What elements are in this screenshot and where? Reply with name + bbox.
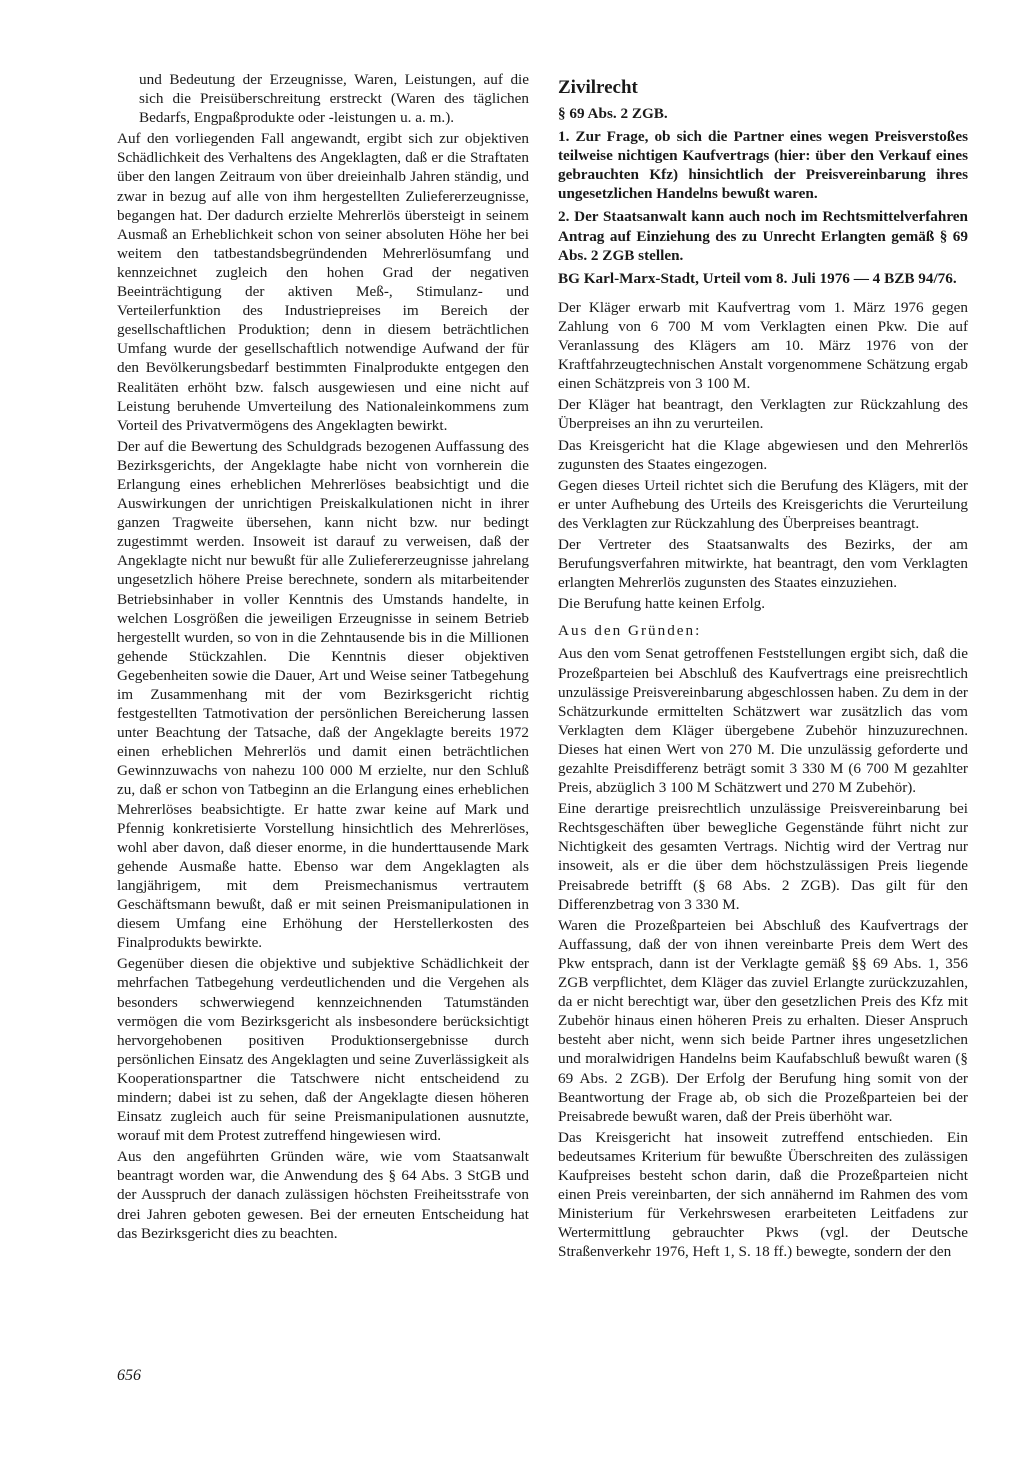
facts-paragraph-4: Gegen dieses Urteil richtet sich die Berufung des Klägers, mit der er unter Aufhebung des Urteils des Kreisgerichts die Verurteilung des Verklagten zur Rückzahlung des Überpreises beantragt. [558,476,968,532]
facts-paragraph-3: Das Kreisgericht hat die Klage abgewiesen und den Mehrerlös zugunsten des Staates eingezogen. [558,436,968,473]
facts-paragraph-5: Der Vertreter des Staatsanwalts des Bezirks, der am Berufungsverfahren mitwirkte, hat beantragt, den vom Verklagten erlangten Mehrerlös zugunsten des Staates einzuziehen. [558,535,968,592]
legal-norm: § 69 Abs. 2 ZGB. [558,105,668,122]
right-column [558,70,968,1263]
page-number: 656 [117,1367,141,1384]
headnote-1: 1. Zur Frage, ob sich die Partner eines wegen Preisverstoßes teilweise nichtigen Kaufvertrags (hier: über den Verkauf eines gebrauchten Kfz) hinsichtlich der Preisvereinbarung ihres ungesetzlichen Handelns bewußt waren. [558,128,968,203]
reasons-heading: Aus den Gründen: [558,622,702,640]
headnote-2: 2. Der Staatsanwalt kann auch noch im Rechtsmittelverfahren Antrag auf Einziehung des zu Unrecht Erlangten gemäß § 69 Abs. 2 ZGB stellen. [558,208,968,264]
section-heading: Zivilrecht [558,77,638,98]
facts-paragraph-1: Der Kläger erwarb mit Kaufvertrag vom 1. März 1976 gegen Zahlung von 6 700 M vom Verklagten einen Pkw. Die auf Veranlassung des Klägers am 10. März 1976 von der Kraftfahrzeugtechnischen Anstalt vorgenommene Schätzung ergab einen Schätzpreis von 3 100 M. [558,298,968,393]
left-paragraph-3: Der auf die Bewertung des Schuldgrads bezogenen Auffassung des Bezirksgerichts, der Angeklagte habe nicht von vornherein die Erlangung eines erheblichen Mehrerlöses beabsichtigt und die Auswirkungen der unrichtigen Preiskalkulationen nicht in ihrer ganzen Tragweite übersehen, kann nicht bzw. nur bedingt zugestimmt werden. Insoweit ist darauf zu verweisen, daß der Angeklagte nicht nur bewußt für alle Zuliefererzeugnisse jahrelang ungesetzlich höhere Preise berechnete, sondern als mitarbeitender Betriebsinhaber in voller Kenntnis des Umstands handelte, in welchen Losgrößen die jeweiligen Erzeugnisse in seinem Betrieb hergestellt wurden, so von in die Zehntausende bis in die Millionen gehende Stückzahlen. Die Kenntnis dieser objektiven Gegebenheiten sowie die Dauer, Art und Weise seiner Tatbegehung im Zusammenhang mit der vom Bezirksgericht richtig festgestellten Tatmotivation der persönlichen Bereicherung lassen unter Beachtung der Tatsache, daß der Angeklagte bereits 1972 einen erheblichen Mehrerlös und damit einen beträchtlichen Gewinnzuwachs von nahezu 100 000 M erzielte, nur den Schluß zu, daß er schon von Tatbeginn an die Erlangung eines erheblichen Mehrerlöses beabsichtigte. Er hatte zwar keine auf Mark und Pfennig konkretisierte Vorstellung hinsichtlich des Mehrerlöses, wohl aber davon, daß dieser enorme, in die hunderttausende Mark gehende Ausmaße hatte. Ebenso war dem Angeklagten als langjährigem, mit dem Preismechanismus vertrautem Geschäftsmann bewußt, daß er mit seinen Preismanipulationen in diesem Umfang eine Erhöhung der Herstellerkosten des Finalprodukts bewirkte. [117,437,529,952]
left-column [117,70,529,1245]
facts-paragraph-6: Die Berufung hatte keinen Erfolg. [558,595,766,613]
left-paragraph-1: und Bedeutung der Erzeugnisse, Waren, Leistungen, auf die sich die Preisüberschreitung erstreckt (Waren des täglichen Bedarfs, Engpaßprodukte oder -leistungen u. a. m.). [139,71,529,127]
left-paragraph-4: Gegenüber diesen die objektive und subjektive Schädlichkeit der mehrfachen Tatbegehung verdeutlichenden und die Vergehen als besonders schwerwiegend kennzeichnenden Tatumständen vermögen die vom Bezirksgericht als insbesondere berücksichtigt hervorgehobenen positiven Produktionsergebnisse durch persönlichen Einsatz des Angeklagten und seine Zuverlässigkeit als Kooperationspartner die Tatschwere nicht entscheidend zu mindern; dabei ist zu sehen, daß der Angeklagte diesen höheren Einsatz zugleich auch für seine Preismanipulationen ausnutzte, worauf mit dem Protest zutreffend hingewiesen wird. [117,955,529,1145]
left-paragraph-2: Auf den vorliegenden Fall angewandt, ergibt sich zur objektiven Schädlichkeit des Verhaltens des Angeklagten, daß er die Straftaten über den langen Zeitraum von über dreieinhalb Jahren ständig, und zwar in bezug auf alle von ihm hergestellten Zuliefererzeugnisse, begangen hat. Der dadurch erzielte Mehrerlös übersteigt in seinem Ausmaß an Erheblichkeit schon von seiner absoluten Höhe her bei weitem den tatbestandsbegründenden Mehrerlösumfang und kennzeichnet zugleich den hohen Grad der negativen Beeinträchtigung der aktiven Meß-, Stimulanz- und Verteilerfunktion des Industriepreises im Bereich der gesellschaftlichen Produktion; denn in diesem beträchtlichen Umfang wurde der gesellschaftlich notwendige Aufwand der für den Bevölkerungsbedarf bestimmten Finalprodukte entgegen den Realitäten erhöht bzw. falsch ausgewiesen und eine nicht auf Leistung beruhende Umverteilung des Nationaleinkommens zum Vorteil des Privatvermögens des Angeklagten bewirkt. [117,130,529,434]
reasons-paragraph-3: Waren die Prozeßparteien bei Abschluß des Kaufvertrags der Auffassung, daß der von ihnen vereinbarte Preis dem Wert des Pkw entsprach, dann ist der Verklagte gemäß §§ 69 Abs. 1, 356 ZGB verpflichtet, dem Kläger das zuviel Erlangte zurückzuzahlen, da er nicht berechtigt war, über den gesetzlichen Preis des Kfz mit Zubehör hinaus einen höheren Preis zu erhalten. Dieser Anspruch besteht aber nicht, wenn sich beide Partner ihres ungesetzlichen und moralwidrigen Handelns beim Kaufabschluß bewußt waren (§ 69 Abs. 2 ZGB). Der Erfolg der Berufung hing somit von der Beantwortung der Frage ab, ob sich die Prozeßparteien bei der Preisabrede bewußt waren, daß der Preis überhöht war. [558,916,968,1125]
facts-paragraph-2: Der Kläger hat beantragt, den Verklagten zur Rückzahlung des Überpreises an ihn zu verurteilen. [558,396,968,433]
reasons-paragraph-4: Das Kreisgericht hat insoweit zutreffend entschieden. Ein bedeutsames Kriterium für bewußte Überschreiten des zulässigen Kaufpreises besteht schon darin, daß die Prozeßparteien nicht einen Preis vereinbarten, der sich annähernd im Rahmen des vom Ministerium für Verkehrswesen erarbeiteten Leitfadens zur Wertermittlung gebrauchter Pkws (vgl. der Deutsche Straßenverkehr 1976, Heft 1, S. 18 ff.) bewegte, sondern der den [558,1128,968,1261]
reasons-paragraph-1: Aus den vom Senat getroffenen Feststellungen ergibt sich, daß die Prozeßparteien bei Abschluß des Kaufvertrags eine preisrechtlich unzulässige Preisvereinbarung abgeschlossen haben. Zu dem in der Schätzurkunde ermittelten Schätzwert war zusätzlich das vom Verklagten dem Kläger übergebene Zubehör hinzuzurechnen. Dieses hat einen Wert von 270 M. Die unzulässig geforderte und gezahlte Preisdifferenz beträgt somit 3 330 M (6 700 M gezahlter Preis, abzüglich 3 100 M Schätzwert und 270 M Zubehör). [558,645,968,797]
court-citation: BG Karl-Marx-Stadt, Urteil vom 8. Juli 1976 — 4 BZB 94/76. [558,269,957,287]
left-paragraph-5: Aus den angeführten Gründen wäre, wie vom Staatsanwalt beantragt worden war, die Anwendung des § 64 Abs. 3 StGB und der Ausspruch der danach zulässigen höchsten Freiheitsstrafe von drei Jahren geboten gewesen. Bei der erneuten Entscheidung hat das Bezirksgericht dies zu beachten. [117,1148,529,1242]
reasons-paragraph-2: Eine derartige preisrechtlich unzulässige Preisvereinbarung bei Rechtsgeschäften über bewegliche Gegenstände führt nicht zur Nichtigkeit des gesamten Vertrags. Nichtig wird der Vertrag nur insoweit, als er die über dem höchstzulässigen Preis liegende Preisabrede betrifft (§ 68 Abs. 2 ZGB). Das gilt für den Differenzbetrag von 3 330 M. [558,800,968,913]
